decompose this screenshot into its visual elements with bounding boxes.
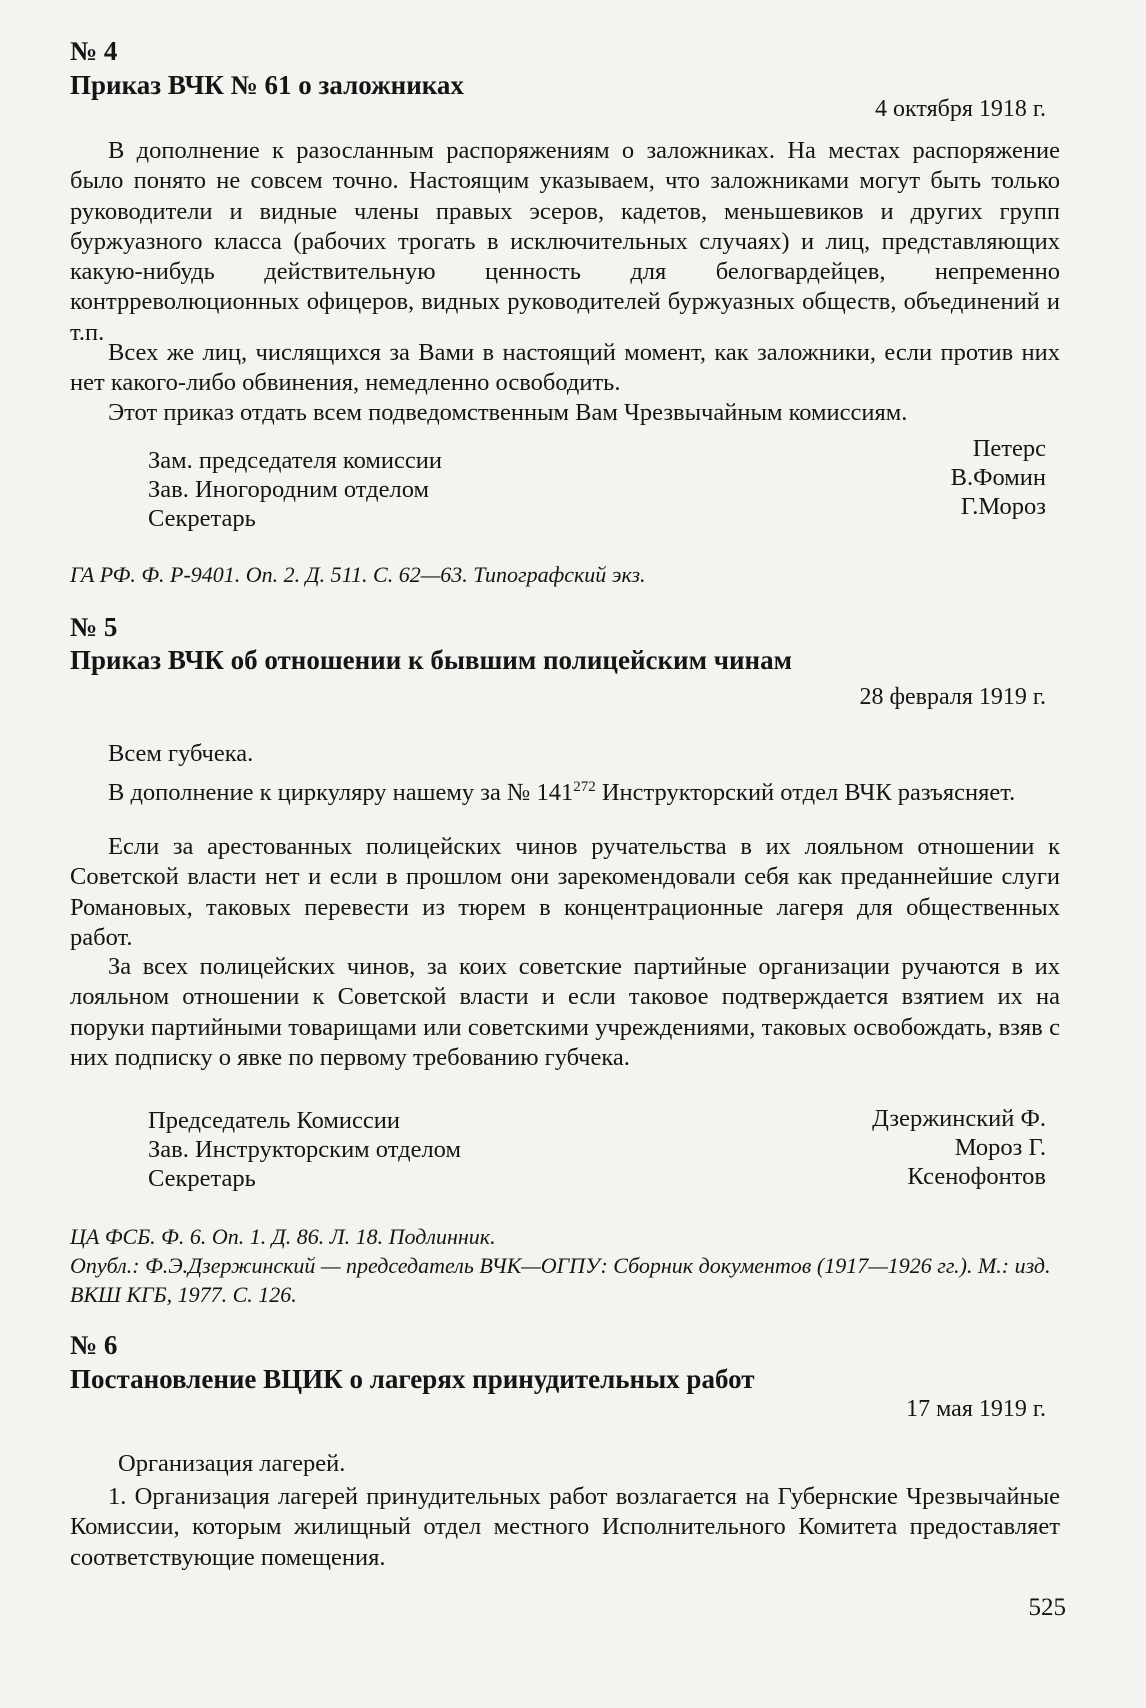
doc4-signer-names [951, 434, 1046, 521]
doc4-date: 4 октября 1918 г. [875, 96, 1046, 122]
doc5-source-note [70, 1222, 1060, 1309]
doc5-paragraph-1 [70, 772, 1060, 808]
doc4-title: Приказ ВЧК № 61 о заложниках [70, 70, 464, 100]
doc5-paragraph-2: Если за арестованных полицейских чинов ручательства в их лояльном отношении к Советской власти нет и если в прошлом они зарекомендовали себя как преданнейшие слуги Романовых, таковых перевести из тюрем в концентрационные лагеря для общественных работ. [70, 833, 1060, 951]
doc5-number: № 5 [70, 612, 118, 642]
signer-role: Секретарь [148, 505, 256, 532]
doc5-address: Всем губчека. [108, 740, 254, 767]
doc4-number: № 4 [70, 36, 118, 66]
signer-name: В.Фомин [950, 464, 1046, 491]
doc4-signer-roles [148, 446, 442, 533]
signer-name: Мороз Г. [954, 1134, 1046, 1161]
signer-name: Дзержинский Ф. [872, 1105, 1046, 1132]
signer-name: Ксенофонтов [907, 1163, 1046, 1190]
doc4-source-note: ГА РФ. Ф. Р-9401. Оп. 2. Д. 511. С. 62—63. Типографский экз. [70, 562, 646, 587]
doc5-signer-names [872, 1104, 1046, 1191]
doc5-title: Приказ ВЧК об отношении к бывшим полицейским чинам [70, 645, 792, 675]
publication-reference: Опубл.: Ф.Э.Дзержинский — председатель ВЧК—ОГПУ: Сборник документов (1917—1926 гг.). М.: изд. ВКШ КГБ, 1977. С. 126. [70, 1253, 1051, 1307]
signer-role: Зам. председателя комиссии [148, 447, 442, 474]
doc6-section-heading: Организация лагерей. [118, 1450, 346, 1477]
signer-role: Председатель Комиссии [148, 1107, 400, 1134]
doc5-date: 28 февраля 1919 г. [859, 684, 1046, 710]
signer-name: Г.Мороз [960, 493, 1046, 520]
doc5-paragraph-3: За всех полицейских чинов, за коих советские партийные организации ручаются в их лояльном отношении к Советской власти и если таковое подтверждается взятием их на поруки партийными товарищами или советскими учреждениями, таковых освобождать, взяв с них подписку о явке по первому требованию губчека. [70, 953, 1060, 1071]
doc4-paragraph-2: Всех же лиц, числящихся за Вами в настоящий момент, как заложники, если против них нет какого-либо обвинения, немедленно освободить. [70, 339, 1060, 397]
doc6-title: Постановление ВЦИК о лагерях принудительных работ [70, 1364, 755, 1394]
signer-name: Петерс [972, 435, 1046, 462]
doc5-signer-roles [148, 1106, 461, 1193]
doc6-number: № 6 [70, 1330, 118, 1360]
signer-role: Зав. Инструкторским отделом [148, 1136, 461, 1163]
doc4-paragraph-3: Этот приказ отдать всем подведомственным Вам Чрезвычайным комиссиям. [108, 399, 908, 426]
archive-reference: ЦА ФСБ. Ф. 6. Оп. 1. Д. 86. Л. 18. Подлинник. [70, 1224, 496, 1249]
footnote-ref: 272 [573, 779, 596, 795]
doc5-p1-text: В дополнение к циркуляру нашему за № 141 [108, 779, 574, 807]
doc6-paragraph-1: 1. Организация лагерей принудительных работ возлагается на Губернские Чрезвычайные Комиссии, которым жилищный отдел местного Исполнительного Комитета предоставляет соответствующие помещения. [70, 1483, 1060, 1571]
doc4-paragraph-1: В дополнение к разосланным распоряжениям о заложниках. На местах распоряжение было понято не совсем точно. Настоящим указываем, что заложниками могут быть только руководители и видные члены правых эсеров, кадетов, меньшевиков и других групп буржуазного класса (рабочих трогать в исключительных случаях) и лиц, представляющих какую-нибудь действительную ценность для белогвардейцев, непременно контрреволюционных офицеров, видных руководителей буржуазных обществ, объединений и т.п. [70, 137, 1060, 346]
doc6-date: 17 мая 1919 г. [906, 1396, 1046, 1422]
page-number: 525 [1028, 1594, 1066, 1621]
signer-role: Секретарь [148, 1165, 256, 1192]
doc5-p1-tail: Инструкторский отдел ВЧК разъясняет. [595, 779, 1016, 807]
signer-role: Зав. Иногородним отделом [148, 476, 429, 503]
